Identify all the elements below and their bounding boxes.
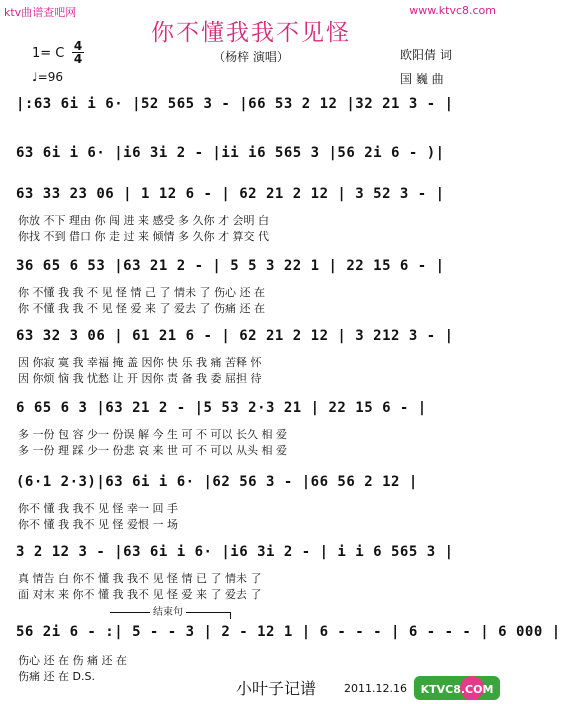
score-line-5-notes: 63 32 3 06 | 61 21 6 - | 62 21 2 12 | 3 212 3 - |: [16, 328, 454, 344]
recorder-signature: 小叶子记谱: [236, 679, 317, 698]
watermark-left: ktv曲谱查吧网: [4, 6, 77, 19]
score-line-7-lyric-1: 你不 懂 我 我不 见 怪 幸一 回 手: [18, 502, 178, 515]
score-line-9-notes: 56 2i 6 - :| 5 - - 3 | 2 - 12 1 | 6 - - - | 6 - - - | 6 000 |: [16, 624, 561, 640]
score-line-6-lyric-2: 多 一份 理 踩 少一 份悲 哀 来 世 可 不 可以 从头 相 爱: [18, 444, 287, 457]
site-logo: [414, 672, 500, 702]
score-line-5-lyric-2: 因 你烦 恼 我 忧愁 让 开 因你 责 备 我 委 屈担 待: [18, 372, 262, 385]
score-line-3-notes: 63 33 23 06 | 1 12 6 - | 62 21 2 12 | 3 52 3 - |: [16, 186, 445, 202]
song-title: 你不懂我我不见怪: [151, 20, 351, 46]
tempo-mark: ♩=96: [32, 70, 63, 84]
score-line-8-lyric-1: 真 情告 白 你不 懂 我 我不 见 怪 情 已 了 情未 了: [18, 572, 262, 585]
score-line-3-lyric-2: 你找 不到 借口 你 走 过 来 倾情 多 久你 才 算交 代: [18, 230, 269, 243]
watermark-right: www.ktvc8.com: [409, 4, 496, 17]
ending-label: 结束句: [150, 603, 186, 618]
key-signature: 1= C: [32, 46, 65, 61]
score-line-7-notes: (6·1 2·3)|63 6i i 6· |62 56 3 - |66 56 2 12 |: [16, 474, 418, 490]
score-line-6-lyric-1: 多 一份 包 容 少一 份误 解 今 生 可 不 可以 长久 相 爱: [18, 428, 287, 441]
score-line-8-lyric-2: 面 对末 来 你不 懂 我 我不 见 怪 爱 来 了 爱去 了: [18, 588, 262, 601]
score-line-7-lyric-2: 你不 懂 我 我不 见 怪 爱恨 一 场: [18, 518, 178, 531]
record-date: 2011.12.16: [344, 682, 407, 695]
score-line-6-notes: 6 65 6 3 |63 21 2 - |5 53 2·3 21 | 22 15 6 - |: [16, 400, 427, 416]
score-line-3-lyric-1: 你放 不下 理由 你 闯 进 来 感受 多 久你 才 会明 白: [18, 214, 269, 227]
score-line-4-lyric-2: 你 不懂 我 我 不 见 怪 爱 来 了 爱去 了 伤痛 还 在: [18, 302, 265, 315]
score-line-8-notes: 3 2 12 3 - |63 6i i 6· |i6 3i 2 - | i i 6 565 3 |: [16, 544, 454, 560]
score-line-4-lyric-1: 你 不懂 我 我 不 见 怪 情 己 了 情未 了 伤心 还 在: [18, 286, 265, 299]
score-line-4-notes: 36 65 6 53 |63 21 2 - | 5 5 3 22 1 | 22 15 6 - |: [16, 258, 445, 274]
time-sig-top: 4: [73, 39, 83, 53]
score-line-2-notes: 63 6i i 6· |i6 3i 2 - |ii i6 565 3 |56 2i 6 - )|: [16, 145, 445, 161]
score-line-9-lyric-1: 伤心 还 在 伤 痛 还 在: [18, 654, 127, 667]
lyricist-credit: 欧阳倩 词: [400, 48, 452, 62]
composer-credit: 国 巍 曲: [400, 72, 444, 86]
time-sig-bottom: 4: [73, 52, 83, 66]
score-line-9-lyric-2: 伤痛 还 在 D.S.: [18, 670, 95, 683]
singer-note: （杨梓 演唱）: [213, 50, 289, 64]
time-signature: [72, 40, 84, 65]
score-line-1-notes: |:63 6i i 6· |52 565 3 - |66 53 2 12 |32 21 3 - |: [16, 96, 454, 112]
score-line-5-lyric-1: 因 你寂 寞 我 幸福 掩 盖 因你 快 乐 我 痛 苦释 怀: [18, 356, 262, 369]
site-logo-text: KTVC8.COM: [420, 683, 494, 696]
